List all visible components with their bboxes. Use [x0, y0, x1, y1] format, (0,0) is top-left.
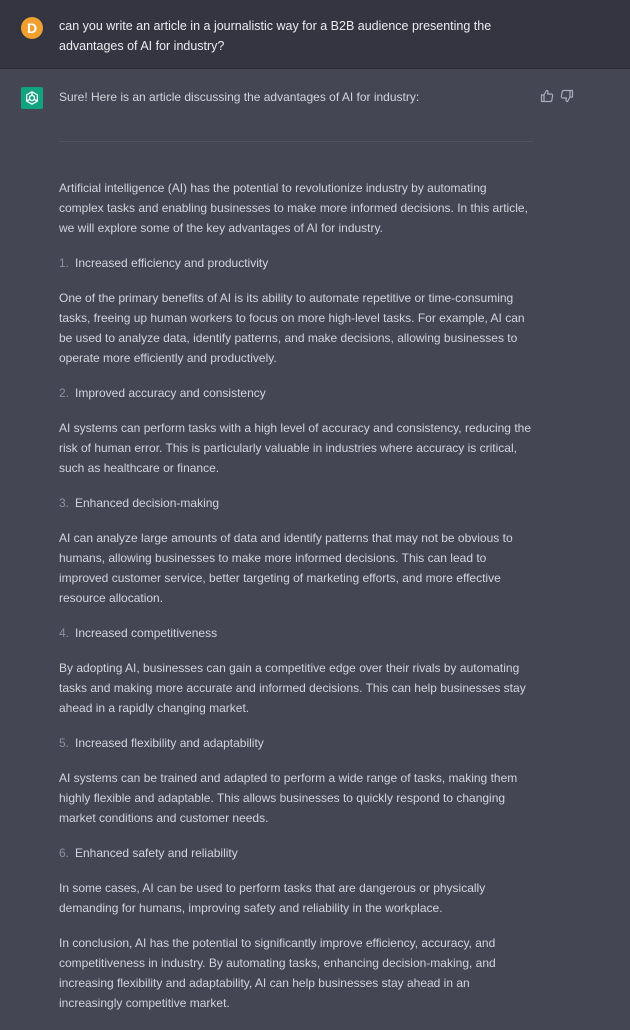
openai-logo-icon: [21, 87, 43, 109]
section-heading: [59, 623, 533, 643]
section-body: One of the primary benefits of AI is its ability to automate repetitive or time-consuming tasks, freeing up human workers to focus on more high-level tasks. For example, AI can be used to analyze data, identify patterns, and make decisions, allowing businesses to operate more efficiently and productively.: [59, 291, 525, 365]
section-number: 4.: [59, 626, 70, 640]
section-body: AI can analyze large amounts of data and identify patterns that may not be obvious to humans, allowing businesses to make more informed decisions. This can lead to improved customer service, better targeting of marketing efforts, and more effective resource allocation.: [59, 531, 513, 605]
section-body: By adopting AI, businesses can gain a competitive edge over their rivals by automating tasks and making more accurate and informed decisions. This can help businesses stay ahead in a rapidly changing market.: [59, 661, 526, 715]
section-heading-label: Increased flexibility and adaptability: [75, 736, 264, 750]
section-heading: [59, 253, 533, 273]
section-heading-label: Increased efficiency and productivity: [75, 256, 269, 270]
section-heading-label: Increased competitiveness: [75, 626, 218, 640]
user-message: [0, 0, 630, 69]
user-message-text: can you write an article in a journalistic way for a B2B audience presenting the advantages of AI for industry?: [59, 19, 492, 53]
thumbs-down-icon[interactable]: [560, 89, 574, 103]
assistant-intro: Sure! Here is an article discussing the advantages of AI for industry:: [59, 90, 420, 104]
section-number: 1.: [59, 256, 70, 270]
section-number: 6.: [59, 846, 70, 860]
divider: [59, 141, 533, 142]
section-number: 3.: [59, 496, 70, 510]
openai-logo-icon-glyph: [24, 90, 40, 106]
section-heading: [59, 733, 533, 753]
section-number: 2.: [59, 386, 70, 400]
section-heading: [59, 383, 533, 403]
section-heading: [59, 493, 533, 513]
user-avatar: D: [21, 17, 43, 39]
section-heading-label: Enhanced safety and reliability: [75, 846, 238, 860]
assistant-message: [59, 87, 533, 1028]
section-body: AI systems can perform tasks with a high level of accuracy and consistency, reducing the risk of human error. This is particularly valuable in industries where accuracy is critical, such as healthcare or finance.: [59, 421, 531, 475]
article-conclusion: In conclusion, AI has the potential to significantly improve efficiency, accuracy, and competitiveness in industry. By automating tasks, enhancing decision-making, and increasing flexibility and adaptability, AI can help businesses stay ahead in an increasingly competitive market.: [59, 936, 496, 1010]
article-opening: Artificial intelligence (AI) has the potential to revolutionize industry by automating complex tasks and enabling businesses to make more informed decisions. In this article, we will explore some of the key advantages of AI for industry.: [59, 181, 528, 235]
section-number: 5.: [59, 736, 70, 750]
thumbs-up-icon[interactable]: [540, 89, 554, 103]
section-heading: [59, 843, 533, 863]
section-heading-label: Enhanced decision-making: [75, 496, 220, 510]
section-body: In some cases, AI can be used to perform tasks that are dangerous or physically demanding for humans, improving safety and reliability in the workplace.: [59, 881, 486, 915]
section-heading-label: Improved accuracy and consistency: [75, 386, 266, 400]
section-body: AI systems can be trained and adapted to perform a wide range of tasks, making them highly flexible and adaptable. This allows businesses to quickly respond to changing market conditions and customer needs.: [59, 771, 518, 825]
